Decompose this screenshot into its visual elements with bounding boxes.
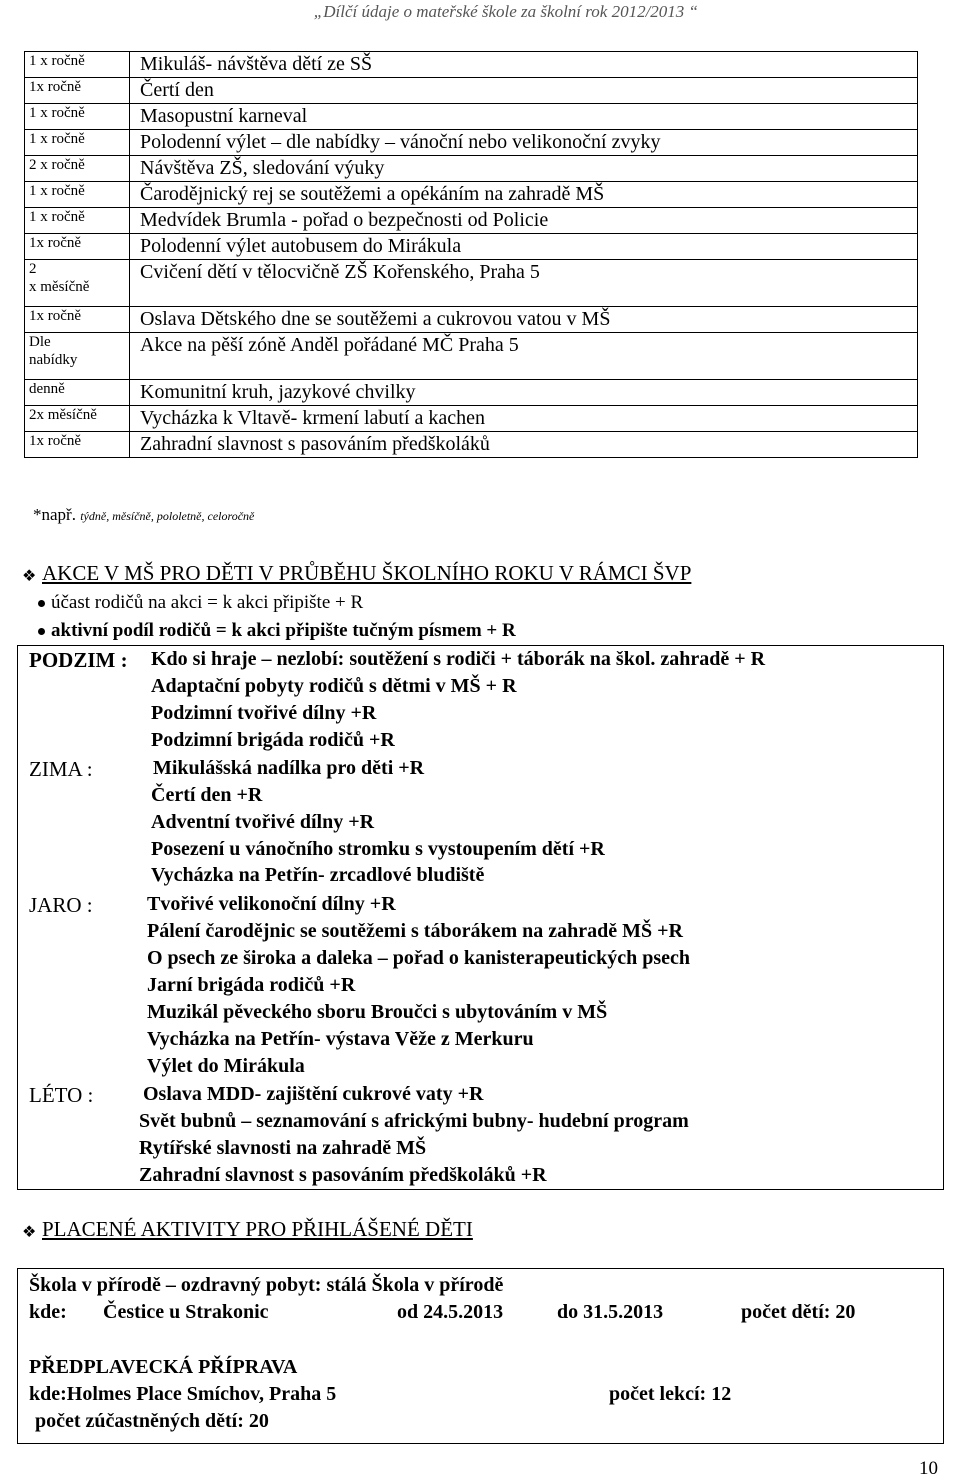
document-header: „Dílčí údaje o mateřské škole za školní rok 2012/2013 “	[313, 2, 698, 21]
schedule-frequency: 1x ročně	[25, 78, 130, 104]
page-number: 10	[919, 1458, 938, 1479]
season-label-leto: LÉTO :	[29, 1083, 94, 1107]
podzim-item: Podzimní brigáda rodičů +R	[151, 729, 395, 751]
season-label-zima: ZIMA :	[29, 757, 93, 781]
podzim-item: Podzimní tvořivé dílny +R	[151, 702, 377, 724]
schedule-activity: Akce na pěší zóně Anděl pořádané MČ Praha 5	[130, 333, 918, 380]
diamond-bullet-icon: ❖	[22, 566, 37, 585]
plavani-lekce: počet lekcí: 12	[609, 1383, 732, 1405]
schedule-activity: Polodenní výlet autobusem do Mirákula	[130, 234, 918, 260]
schedule-row	[25, 52, 918, 78]
schedule-row	[25, 104, 918, 130]
jaro-item: Jarní brigáda rodičů +R	[147, 974, 356, 996]
schedule-activity: Polodenní výlet – dle nabídky – vánoční nebo velikonoční zvyky	[130, 130, 918, 156]
skola-kde-label: kde:	[29, 1301, 67, 1323]
bullet-aktivni-text: aktivní podíl rodičů = k akci připište	[51, 620, 353, 641]
schedule-row	[25, 380, 918, 406]
schedule-frequency: 1x ročně	[25, 432, 130, 458]
season-label-jaro: JARO :	[29, 893, 93, 917]
schedule-row	[25, 260, 918, 307]
schedule-activity: Masopustní karneval	[130, 104, 918, 130]
schedule-activity: Mikuláš- návštěva dětí ze SŠ	[130, 52, 918, 78]
leto-item: Svět bubnů – seznamování s africkými bubny- hudební program	[139, 1110, 689, 1132]
schedule-frequency: 1 x ročně	[25, 208, 130, 234]
schedule-frequency: 1x ročně	[25, 234, 130, 260]
schedule-activity: Komunitní kruh, jazykové chvilky	[130, 380, 918, 406]
podzim-item: Kdo si hraje – nezlobí: soutěžení s rodiči + táborák na škol. zahradě + R	[151, 648, 766, 670]
bullet-aktivni-bold: tučným písmem + R	[352, 620, 516, 641]
schedule-frequency: 1 x ročně	[25, 130, 130, 156]
note-star: *např.	[33, 505, 76, 524]
skola-line: Škola v přírodě – ozdravný pobyt: stálá Škola v přírodě	[29, 1274, 504, 1296]
leto-item: Zahradní slavnost s pasováním předškoláků +R	[139, 1164, 547, 1186]
jaro-item: Vycházka na Petřín- výstava Věže z Merkuru	[147, 1028, 534, 1050]
leto-item: Oslava MDD- zajištění cukrové vaty +R	[143, 1083, 484, 1105]
skola-do: do 31.5.2013	[557, 1301, 664, 1323]
diamond-bullet-icon: ❖	[22, 1222, 37, 1241]
schedule-row	[25, 307, 918, 333]
schedule-row	[25, 130, 918, 156]
jaro-item: Muzikál pěveckého sboru Broučci s ubytováním v MŠ	[147, 1001, 608, 1023]
schedule-frequency: 2x měsíčně	[25, 406, 130, 432]
schedule-row	[25, 78, 918, 104]
schedule-row	[25, 234, 918, 260]
schedule-activity: Návštěva ZŠ, sledování výuky	[130, 156, 918, 182]
plavani-title: PŘEDPLAVECKÁ PŘÍPRAVA	[29, 1356, 298, 1378]
schedule-activity: Medvídek Brumla - pořad o bezpečnosti od Policie	[130, 208, 918, 234]
zima-item: Vycházka na Petřín- zrcadlové bludiště	[151, 864, 485, 886]
schedule-frequency: 1x ročně	[25, 307, 130, 333]
bullet-dot-icon	[38, 628, 45, 635]
plavani-deti: počet zúčastněných dětí: 20	[35, 1410, 269, 1432]
jaro-item: Tvořivé velikonoční dílny +R	[147, 893, 396, 915]
schedule-activity: Čertí den	[130, 78, 918, 104]
schedule-row	[25, 432, 918, 458]
schedule-table	[24, 51, 918, 458]
skola-kde-value: Čestice u Strakonic	[103, 1301, 269, 1323]
skola-pocet: počet dětí: 20	[741, 1301, 856, 1323]
schedule-row	[25, 406, 918, 432]
section-heading-placene: PLACENÉ AKTIVITY PRO PŘIHLÁŠENÉ DĚTI	[42, 1217, 473, 1241]
bullet-ucast-text: účast rodičů na akci = k akci připište + R	[51, 592, 364, 613]
schedule-frequency: 1 x ročně	[25, 182, 130, 208]
schedule-activity: Cvičení dětí v tělocvičně ZŠ Kořenského, Praha 5	[130, 260, 918, 307]
schedule-row	[25, 156, 918, 182]
schedule-frequency: Dle nabídky	[25, 333, 130, 380]
schedule-frequency: 2 x ročně	[25, 156, 130, 182]
zima-item: Posezení u vánočního stromku s vystoupením dětí +R	[151, 838, 605, 860]
schedule-row	[25, 182, 918, 208]
zima-item: Čertí den +R	[151, 784, 263, 806]
seasons-box	[17, 645, 944, 1190]
note	[33, 505, 254, 525]
section-heading-akce: AKCE V MŠ PRO DĚTI V PRŮBĚHU ŠKOLNÍHO ROKU V RÁMCI ŠVP	[42, 561, 692, 585]
schedule-activity: Oslava Dětského dne se soutěžemi a cukrovou vatou v MŠ	[130, 307, 918, 333]
zima-item: Mikulášská nadílka pro děti +R	[153, 757, 425, 779]
schedule-row	[25, 333, 918, 380]
skola-od: od 24.5.2013	[397, 1301, 504, 1323]
schedule-frequency: 1 x ročně	[25, 52, 130, 78]
jaro-item: O psech ze široka a daleka – pořad o kanisterapeutických psech	[147, 947, 690, 969]
plavani-kde: kde:Holmes Place Smíchov, Praha 5	[29, 1383, 337, 1405]
schedule-row	[25, 208, 918, 234]
podzim-item: Adaptační pobyty rodičů s dětmi v MŠ + R	[151, 675, 517, 697]
schedule-activity: Vycházka k Vltavě- krmení labutí a kachen	[130, 406, 918, 432]
bullet-ucast	[38, 592, 363, 614]
jaro-item: Výlet do Mirákula	[147, 1055, 305, 1077]
jaro-item: Pálení čarodějnic se soutěžemi s táborákem na zahradě MŠ +R	[147, 920, 683, 942]
schedule-frequency: 1 x ročně	[25, 104, 130, 130]
schedule-frequency: 2 x měsíčně	[25, 260, 130, 307]
leto-item: Rytířské slavnosti na zahradě MŠ	[139, 1137, 427, 1159]
season-label-podzim: PODZIM :	[29, 648, 128, 672]
zima-item: Adventní tvořivé dílny +R	[151, 811, 375, 833]
bullet-dot-icon	[38, 600, 45, 607]
bullet-aktivni	[38, 620, 516, 642]
schedule-frequency: denně	[25, 380, 130, 406]
schedule-activity: Čarodějnický rej se soutěžemi a opékáním na zahradě MŠ	[130, 182, 918, 208]
note-text: týdně, měsíčně, pololetně, celoročně	[80, 509, 255, 523]
schedule-activity: Zahradní slavnost s pasováním předškoláků	[130, 432, 918, 458]
